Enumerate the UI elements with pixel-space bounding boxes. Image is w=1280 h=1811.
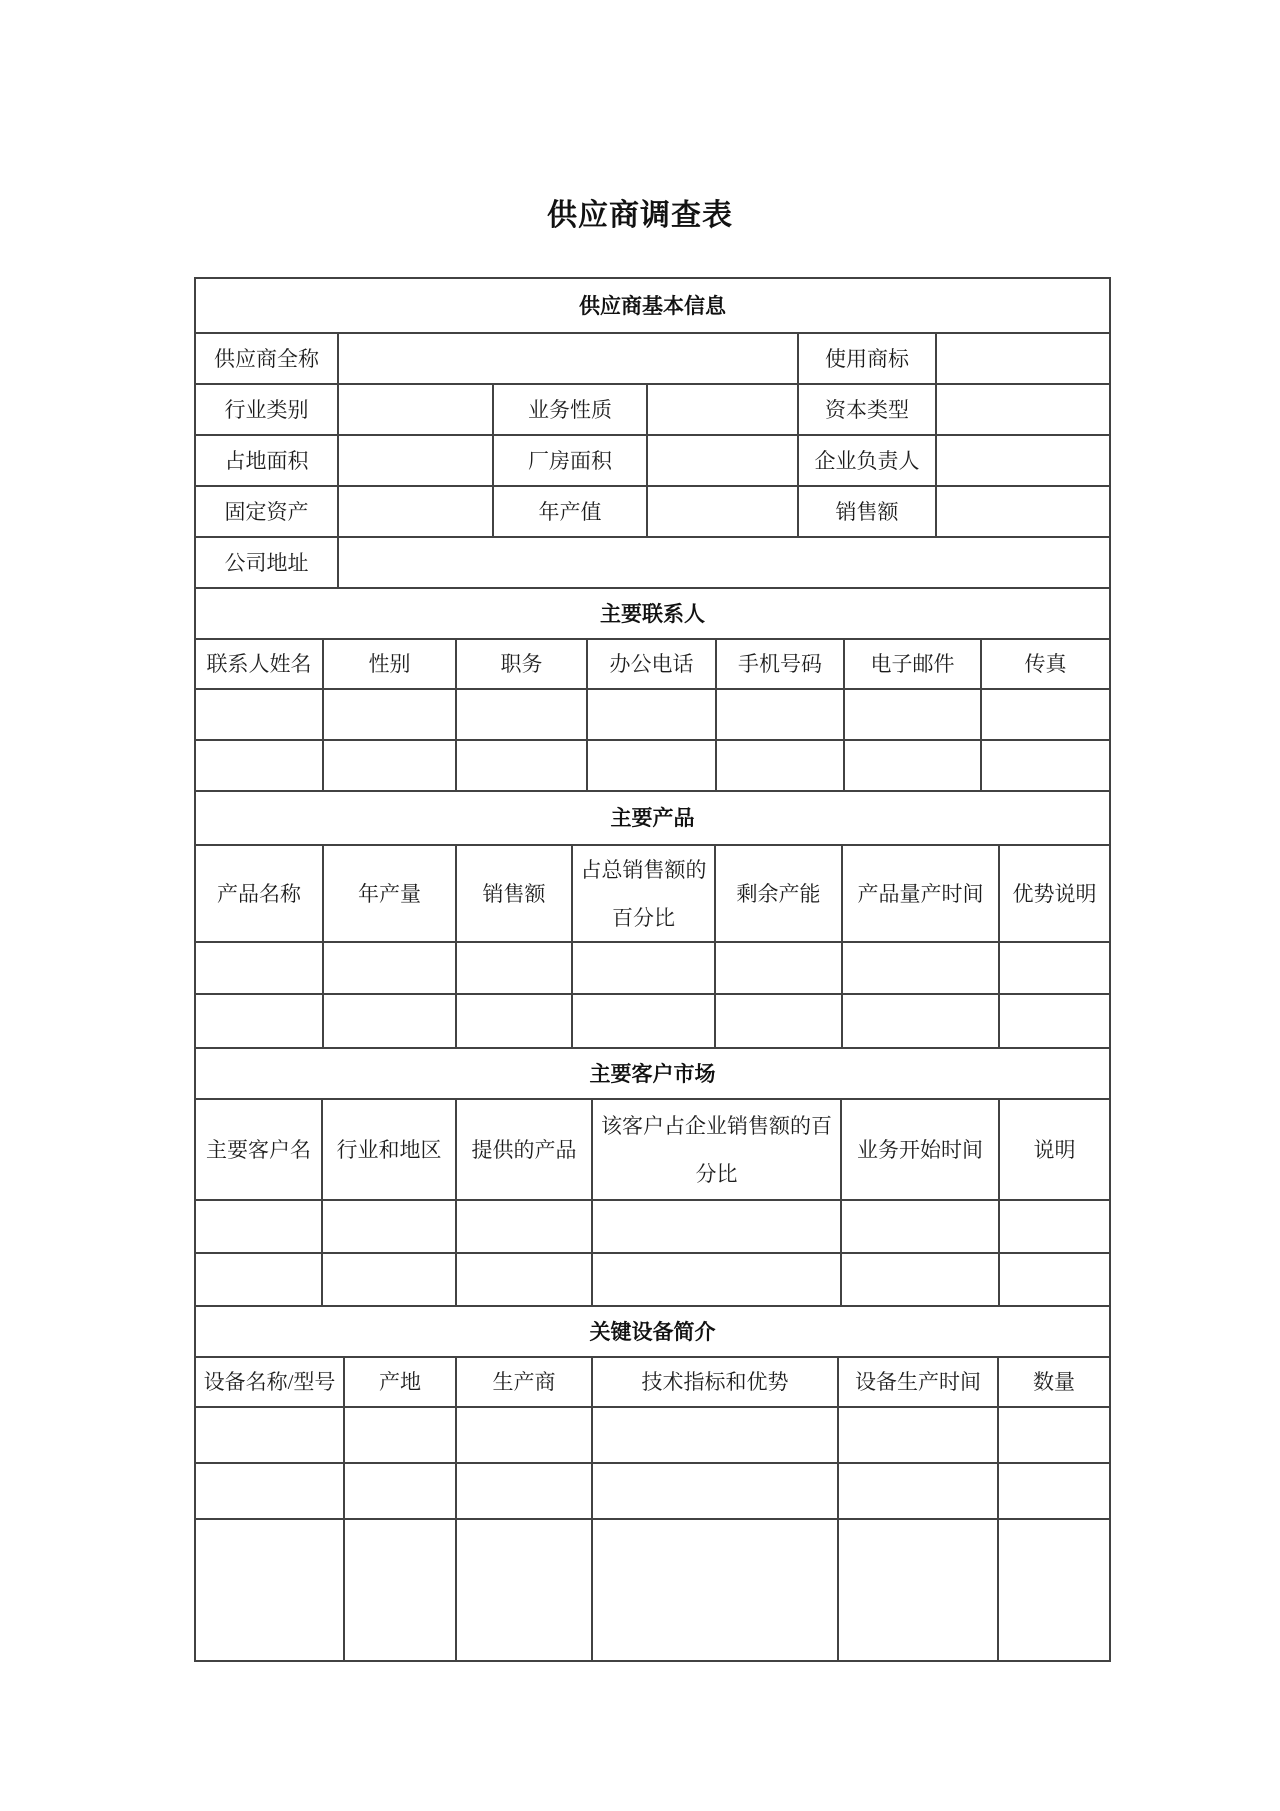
input-cell[interactable] (997, 1464, 1109, 1518)
input-cell[interactable] (591, 1254, 840, 1305)
col-header-mobile: 手机号码 (715, 640, 843, 688)
input-cell[interactable] (196, 741, 322, 790)
col-header-customer-sales-percentage: 该客户占企业销售额的百分比 (591, 1100, 840, 1199)
section-header-basic-info: 供应商基本信息 (579, 293, 726, 318)
input-cell[interactable] (980, 741, 1109, 790)
table-row (196, 485, 1109, 536)
input-cell[interactable] (591, 1464, 837, 1518)
input-cell[interactable] (455, 1520, 591, 1660)
table-row (196, 1199, 1109, 1252)
input-cell[interactable] (843, 741, 980, 790)
col-header-business-start-time: 业务开始时间 (840, 1100, 998, 1199)
input-cell[interactable] (343, 1464, 455, 1518)
table-row (196, 1047, 1109, 1098)
input-cell[interactable] (998, 1254, 1109, 1305)
input-sales-amount[interactable] (935, 487, 1109, 536)
label-sales-amount: 销售额 (797, 487, 935, 536)
col-header-mass-production-time: 产品量产时间 (841, 846, 998, 941)
label-industry-category: 行业类别 (224, 397, 309, 422)
input-cell[interactable] (586, 690, 715, 739)
input-cell[interactable] (571, 995, 714, 1047)
label-trademark: 使用商标 (797, 334, 935, 383)
col-header-origin: 产地 (343, 1358, 455, 1406)
col-header-gender: 性别 (322, 640, 455, 688)
table-row (196, 739, 1109, 790)
table-row (196, 1098, 1109, 1199)
label-land-area: 占地面积 (224, 448, 309, 473)
label-company-address: 公司地址 (224, 550, 309, 575)
col-header-products-provided: 提供的产品 (455, 1100, 591, 1199)
table-row (196, 279, 1109, 332)
table-row (196, 1462, 1109, 1518)
input-cell[interactable] (714, 943, 841, 993)
supplier-survey-table (194, 277, 1111, 1662)
input-person-in-charge[interactable] (935, 436, 1109, 485)
table-row (196, 993, 1109, 1047)
section-header-products: 主要产品 (610, 806, 695, 830)
table-row (196, 1252, 1109, 1305)
table-row (196, 536, 1109, 587)
label-annual-output-value: 年产值 (492, 487, 646, 536)
input-cell[interactable] (343, 1408, 455, 1462)
section-header-customers: 主要客户市场 (589, 1061, 716, 1086)
input-cell[interactable] (998, 1201, 1109, 1252)
input-company-address[interactable] (337, 538, 1109, 587)
input-cell[interactable] (196, 943, 322, 993)
table-row (196, 434, 1109, 485)
table-row (196, 688, 1109, 739)
label-fixed-assets: 固定资产 (224, 499, 309, 524)
document-title: 供应商调查表 (547, 199, 733, 232)
input-cell[interactable] (196, 1201, 321, 1252)
col-header-office-phone: 办公电话 (586, 640, 715, 688)
table-row (196, 941, 1109, 993)
input-cell[interactable] (837, 1520, 997, 1660)
input-cell[interactable] (586, 741, 715, 790)
input-supplier-name[interactable] (337, 334, 797, 383)
input-cell[interactable] (997, 1520, 1109, 1660)
col-header-advantage: 优势说明 (998, 846, 1109, 941)
input-cell[interactable] (837, 1408, 997, 1462)
col-header-customer-name: 主要客户名 (206, 1137, 311, 1162)
table-row (196, 1406, 1109, 1462)
input-cell[interactable] (714, 995, 841, 1047)
input-cell[interactable] (455, 690, 586, 739)
col-header-contact-name: 联系人姓名 (206, 652, 312, 676)
col-header-tech-specs-advantages: 技术指标和优势 (591, 1358, 837, 1406)
input-cell[interactable] (841, 943, 998, 993)
input-factory-area[interactable] (646, 436, 797, 485)
input-cell[interactable] (591, 1408, 837, 1462)
table-row (196, 332, 1109, 383)
col-header-remark: 说明 (998, 1100, 1109, 1199)
input-cell[interactable] (455, 943, 571, 993)
input-cell[interactable] (455, 1254, 591, 1305)
input-cell[interactable] (980, 690, 1109, 739)
col-header-equipment-production-time: 设备生产时间 (837, 1358, 997, 1406)
label-person-in-charge: 企业负责人 (797, 436, 935, 485)
input-cell[interactable] (322, 690, 455, 739)
input-cell[interactable] (591, 1520, 837, 1660)
input-cell[interactable] (843, 690, 980, 739)
input-cell[interactable] (322, 995, 455, 1047)
col-header-manufacturer: 生产商 (455, 1358, 591, 1406)
input-cell[interactable] (455, 995, 571, 1047)
input-cell[interactable] (455, 1408, 591, 1462)
input-land-area[interactable] (337, 436, 492, 485)
input-cell[interactable] (837, 1464, 997, 1518)
section-header-contacts: 主要联系人 (600, 601, 705, 626)
input-cell[interactable] (455, 1201, 591, 1252)
input-cell[interactable] (322, 741, 455, 790)
col-header-spare-capacity: 剩余产能 (714, 846, 841, 941)
input-cell[interactable] (196, 1464, 343, 1518)
col-header-fax: 传真 (980, 640, 1109, 688)
col-header-industry-region: 行业和地区 (321, 1100, 455, 1199)
table-row (196, 383, 1109, 434)
col-header-position: 职务 (455, 640, 586, 688)
col-header-email: 电子邮件 (843, 640, 980, 688)
input-cell[interactable] (840, 1201, 998, 1252)
input-annual-output-value[interactable] (646, 487, 797, 536)
input-cell[interactable] (343, 1520, 455, 1660)
input-cell[interactable] (997, 1408, 1109, 1462)
input-cell[interactable] (841, 995, 998, 1047)
table-row (196, 844, 1109, 941)
table-row (196, 1518, 1109, 1660)
input-cell[interactable] (196, 1520, 343, 1660)
input-cell[interactable] (196, 1408, 343, 1462)
input-capital-type[interactable] (935, 385, 1109, 434)
table-row (196, 587, 1109, 638)
input-cell[interactable] (321, 1201, 455, 1252)
col-header-annual-output: 年产量 (322, 846, 455, 941)
input-fixed-assets[interactable] (337, 487, 492, 536)
input-trademark[interactable] (935, 334, 1109, 383)
col-header-equipment-name-model: 设备名称/型号 (203, 1370, 336, 1394)
input-cell[interactable] (715, 690, 843, 739)
input-business-nature[interactable] (646, 385, 797, 434)
input-cell[interactable] (998, 995, 1109, 1047)
col-header-product-sales: 销售额 (455, 846, 571, 941)
input-cell[interactable] (715, 741, 843, 790)
col-header-product-name: 产品名称 (217, 881, 301, 906)
table-row (196, 638, 1109, 688)
input-cell[interactable] (455, 741, 586, 790)
input-cell[interactable] (196, 995, 322, 1047)
input-cell[interactable] (322, 943, 455, 993)
input-cell[interactable] (196, 690, 322, 739)
input-cell[interactable] (840, 1254, 998, 1305)
input-cell[interactable] (455, 1464, 591, 1518)
table-row (196, 1356, 1109, 1406)
input-cell[interactable] (591, 1201, 840, 1252)
input-cell[interactable] (321, 1254, 455, 1305)
input-cell[interactable] (998, 943, 1109, 993)
input-industry-category[interactable] (337, 385, 492, 434)
col-header-sales-percentage: 占总销售额的百分比 (571, 846, 714, 941)
label-supplier-name: 供应商全称 (214, 346, 319, 371)
table-row (196, 1305, 1109, 1356)
section-header-equipment: 关键设备简介 (589, 1319, 716, 1344)
input-cell[interactable] (196, 1254, 321, 1305)
col-header-quantity: 数量 (997, 1358, 1109, 1406)
label-business-nature: 业务性质 (492, 385, 646, 434)
label-capital-type: 资本类型 (797, 385, 935, 434)
table-row (196, 790, 1109, 844)
label-factory-area: 厂房面积 (492, 436, 646, 485)
input-cell[interactable] (571, 943, 714, 993)
